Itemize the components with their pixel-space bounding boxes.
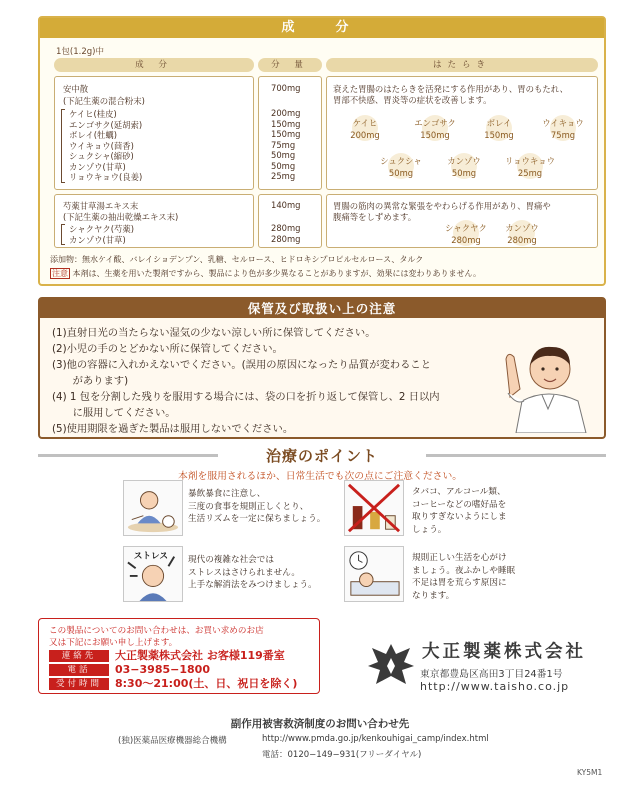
points-title: 治療のポイント [265, 447, 378, 465]
group2-item: シャクヤク(芍薬) [69, 224, 134, 234]
group2-function-cell [326, 194, 598, 248]
herb-ryoukyou: リョウキョウ 25mg [497, 155, 563, 179]
caution-note [50, 268, 481, 279]
tip-luxury-items: タバコ、アルコール類、 コーヒーなどの嗜好品を 取りすぎないようにしま しょう。 [412, 487, 507, 535]
contact-intro: 又は下記にお願い申し上げます。 [49, 638, 178, 648]
group1-amount: 200mg [271, 108, 301, 118]
caution-tag: 注意 [52, 269, 68, 278]
contact-label: 連絡先 [49, 650, 109, 662]
herb-borei: ボレイ 150mg [473, 117, 525, 141]
contact-box [38, 618, 320, 694]
group1-name: 安中散 [63, 84, 89, 94]
ingredients-panel [38, 16, 606, 286]
group2-component-cell [54, 194, 254, 248]
group2-bracket [61, 224, 65, 245]
pmda-phone: 電話：0120−149−931(フリーダイヤル) [262, 750, 422, 760]
group1-amount-cell [258, 76, 322, 190]
group1-item: ケイヒ(桂皮) [69, 109, 117, 119]
storage-line: があります) [52, 375, 129, 387]
additives-text: 添加物：無水ケイ酸、バレイショデンプン、乳糖、セルロース、ヒドロキシプロピルセルロース、タルク [50, 255, 424, 264]
group2-amount-cell [258, 194, 322, 248]
caution-text: 本剤は、生薬を用いた製剤ですから、製品により色が多少異なることがありますが、効果には変わりありません。 [72, 269, 482, 278]
group1-amount: 50mg [271, 160, 296, 171]
group1-item: カンゾウ(甘草) [69, 161, 126, 172]
herb-kanzou-2: カンゾウ 280mg [495, 222, 549, 246]
pmda-url[interactable]: http://www.pmda.go.jp/kenkouhigai_camp/index.html [262, 734, 489, 744]
storage-line: (4) 1 包を分割した残りを服用する場合には、袋の口を折り返して保管し、2 日以内 [52, 391, 440, 403]
group1-total: 700mg [271, 83, 301, 93]
doctor-illustration [502, 329, 594, 433]
contact-intro: この製品についてのお問い合わせは、お買い求めのお店 [49, 626, 264, 636]
phone-value: 03−3985−1800 [115, 663, 210, 676]
group2-sub: (下記生薬の抽出乾燥エキス末) [63, 212, 179, 222]
tip-stress: 現代の複雑な社会では ストレスはさけられません。 上手な解消法をみつけましょう。 [188, 555, 317, 591]
per-dose-label: 1包(1.2g)中 [56, 47, 104, 57]
phone-label: 電話 [49, 664, 109, 676]
relief-system-title: 副作用被害救済制度のお問い合わせ先 [230, 718, 410, 730]
column-header-amount: 分 量 [258, 58, 322, 72]
group2-total: 140mg [271, 200, 301, 210]
group2-desc: 胃腸の筋肉の異常な緊張をやわらげる作用があり、胃痛や [333, 201, 551, 211]
herb-kanzou: カンゾウ 50mg [437, 155, 491, 179]
group2-item: カンゾウ(甘草) [69, 235, 126, 245]
group1-amount: 150mg [271, 129, 301, 139]
points-heading [38, 444, 606, 466]
eating-illustration [123, 480, 183, 536]
storage-title: 保管及び取扱い上の注意 [40, 299, 604, 318]
no-alcohol-coffee-illustration [344, 480, 404, 536]
group2-amount: 280mg [271, 234, 301, 244]
stress-label: ストレス [133, 551, 169, 562]
group1-amount: 25mg [271, 171, 296, 181]
tip-meals: 暴飲暴食に注意し、 三度の食事を規則正しくとり、 生活リズムを一定に保ちましょう。 [188, 489, 326, 525]
company-name: 大正製薬株式会社 [422, 642, 586, 662]
column-header-component: 成 分 [54, 58, 254, 72]
herb-shakuyaku: シャクヤク 280mg [435, 222, 497, 246]
group1-item: ボレイ(牡蠣) [69, 130, 117, 140]
column-header-function: はたらき [326, 58, 598, 72]
group1-component-cell [54, 76, 254, 190]
stress-illustration [123, 546, 183, 602]
storage-line: (5)使用期限を過ぎた製品は服用しないでください。 [52, 423, 294, 435]
group1-bracket [61, 109, 65, 183]
group1-item: シュクシャ(縮砂) [69, 151, 134, 161]
hours-value: 8:30〜21:00(土、日、祝日を除く) [115, 677, 298, 690]
herb-uikyou: ウイキョウ 75mg [533, 117, 593, 141]
storage-line: に服用してください。 [52, 407, 176, 419]
group2-desc: 腹痛等をしずめます。 [333, 212, 417, 222]
pmda-org: (独)医薬品医療機器総合機構 [118, 736, 227, 746]
points-subtitle: 本剤を服用されるほか、日常生活でも次の点にご注意ください。 [177, 471, 463, 482]
hours-label: 受付時間 [49, 678, 109, 690]
sleep-illustration [344, 546, 404, 602]
ingredients-title: 成 分 [40, 18, 604, 38]
contact-value: 大正製薬株式会社 お客様119番室 [115, 649, 285, 662]
group1-item: ウイキョウ(茴香) [69, 140, 134, 151]
group2-name: 芍薬甘草湯エキス末 [63, 201, 139, 211]
company-address: 東京都豊島区高田3丁目24番1号 [420, 669, 563, 680]
group1-amount: 150mg [271, 118, 301, 129]
group1-function-cell [326, 76, 598, 190]
group1-item: リョウキョウ(良姜) [69, 172, 143, 182]
group1-amount: 75mg [271, 139, 296, 150]
storage-line: (3)他の容器に入れかえないでください。(誤用の原因になったり品質が変わること [52, 359, 431, 371]
storage-line: (2)小児の手のとどかない所に保管してください。 [52, 343, 283, 355]
storage-line: (1)直射日光の当たらない湿気の少ない涼しい所に保管してください。 [52, 327, 376, 339]
group1-desc: 胃部不快感、胃炎等の症状を改善します。 [333, 95, 492, 105]
group1-sub: (下記生薬の混合粉末) [63, 96, 145, 106]
group2-amount: 280mg [271, 223, 301, 233]
herb-shukusha: シュクシャ 50mg [371, 155, 431, 179]
eagle-logo-icon [366, 640, 416, 690]
group1-item: エンゴサク(延胡索) [69, 119, 143, 130]
herb-keihi: ケイヒ 200mg [339, 117, 391, 141]
storage-panel [38, 297, 606, 439]
company-url[interactable]: http://www.taisho.co.jp [420, 680, 570, 693]
tip-regular-life: 規則正しい生活を心がけ ましょう。夜ふかしや睡眠 不足は胃を荒らす原因に なります。 [412, 553, 516, 601]
group1-desc: 衰えた胃腸のはたらきを活発にする作用があり、胃のもたれ、 [333, 84, 569, 94]
herb-engosaku: エンゴサク 150mg [405, 117, 465, 141]
group1-amount: 50mg [271, 150, 296, 160]
product-code: KY5M1 [577, 768, 603, 777]
